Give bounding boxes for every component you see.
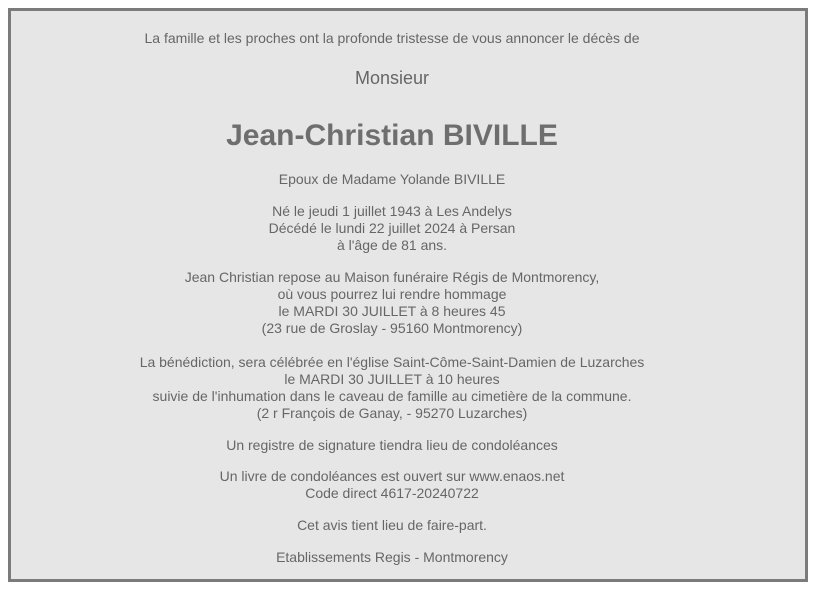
rest-line-3: le MARDI 30 JUILLET à 8 heures 45 (278, 303, 506, 319)
condolences-code: Code direct 4617-20240722 (305, 485, 479, 501)
condolences-info (0, 468, 789, 502)
age-line: à l'âge de 81 ans. (336, 237, 448, 253)
death-notice (8, 8, 808, 582)
ceremony-line-1: La bénédiction, sera célébrée en l'église Saint-Côme-Saint-Damien de Luzarches (139, 354, 645, 370)
death-line: Décédé le lundi 22 juillet 2024 à Persan (268, 220, 516, 236)
life-dates (0, 203, 789, 254)
rest-line-4: (23 rue de Groslay - 95160 Montmorency) (261, 320, 523, 336)
establishment-signature (0, 549, 789, 566)
establishment-text: Etablissements Regis - Montmorency (276, 549, 508, 565)
ceremony-line-2: le MARDI 30 JUILLET à 10 heures (284, 371, 500, 387)
resting-place-info (0, 269, 789, 337)
rest-line-2: où vous pourrez lui rendre hommage (277, 286, 507, 302)
rest-line-1: Jean Christian repose au Maison funéraire Régis de Montmorency, (184, 269, 600, 285)
spouse-text: Epoux de Madame Yolande BIVILLE (278, 171, 506, 187)
register-note (0, 437, 789, 454)
spouse-line (0, 171, 789, 188)
faire-part-text: Cet avis tient lieu de faire-part. (297, 517, 487, 533)
condolences-line-1: Un livre de condoléances est ouvert sur www.enaos.net (219, 468, 565, 484)
ceremony-line-3: suivie de l'inhumation dans le caveau de famille au cimetière de la commune. (152, 388, 632, 404)
register-text: Un registre de signature tiendra lieu de condoléances (226, 437, 558, 453)
deceased-name: Jean-Christian BIVILLE (226, 119, 558, 152)
faire-part-note (0, 517, 789, 534)
civility: Monsieur (354, 68, 430, 88)
ceremony-line-4: (2 r François de Ganay, - 95270 Luzarches) (256, 405, 528, 421)
intro-text: La famille et les proches ont la profonde tristesse de vous annoncer le décès de (144, 30, 640, 46)
ceremony-info (0, 354, 789, 422)
birth-line: Né le jeudi 1 juillet 1943 à Les Andelys (272, 203, 512, 219)
